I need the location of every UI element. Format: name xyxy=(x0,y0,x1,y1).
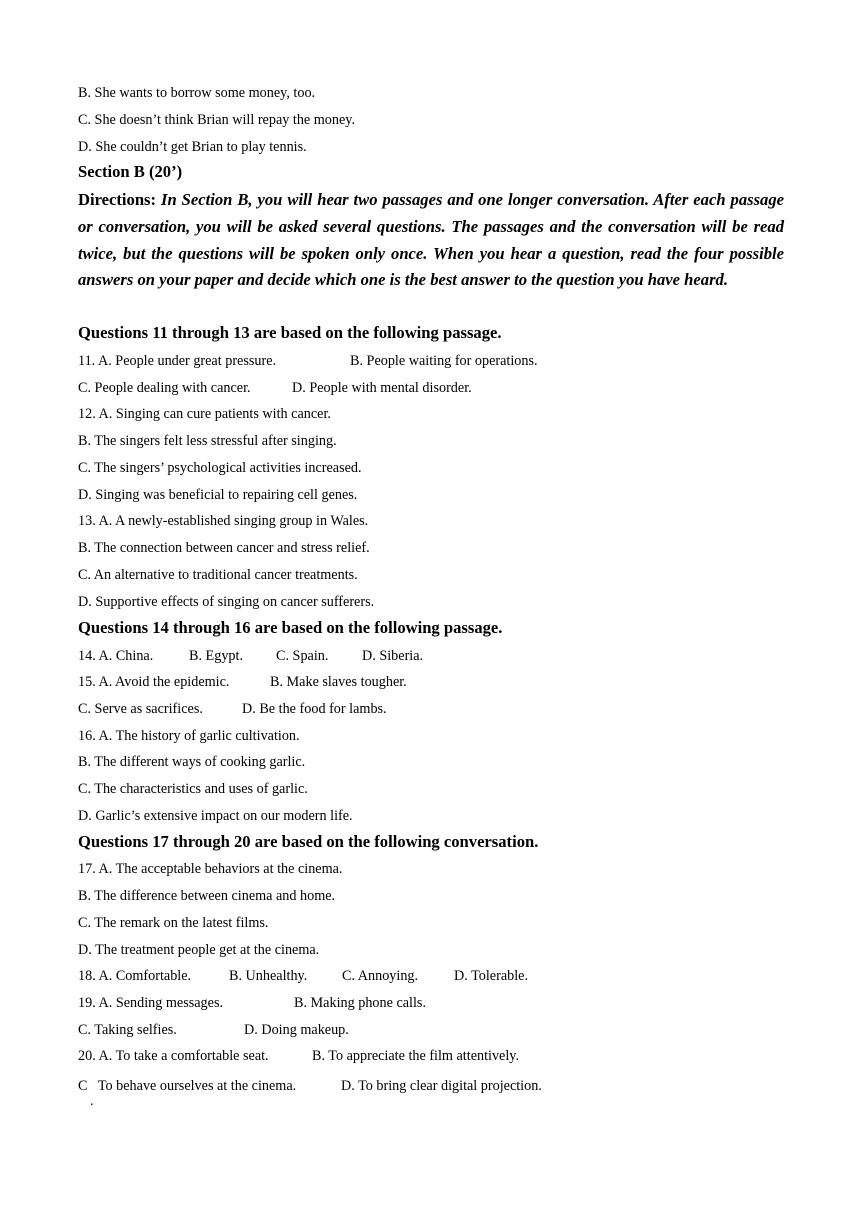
question-11-a: 11. A. People under great pressure. xyxy=(78,353,277,369)
question-19-a: 19. A. Sending messages. xyxy=(78,995,224,1011)
question-18-b: B. Unhealthy. xyxy=(229,968,308,984)
question-20-a: 20. A. To take a comfortable seat. xyxy=(78,1048,269,1064)
question-20-c: C To behave ourselves at the cinema. xyxy=(78,1078,297,1094)
question-11-b: B. People waiting for operations. xyxy=(350,353,538,369)
question-16-c: C. The characteristics and uses of garlic. xyxy=(78,781,308,797)
question-14-a: 14. A. China. xyxy=(78,648,154,664)
question-17-a: 17. A. The acceptable behaviors at the cinema. xyxy=(78,861,343,877)
question-19-d: D. Doing makeup. xyxy=(244,1022,349,1038)
question-11-d: D. People with mental disorder. xyxy=(292,380,472,396)
group2-heading: Questions 14 through 16 are based on the following passage. xyxy=(78,618,503,637)
section-title: Section B (20’) xyxy=(78,162,183,181)
group3-heading: Questions 17 through 20 are based on the following conversation. xyxy=(78,832,539,851)
question-17-c: C. The remark on the latest films. xyxy=(78,915,269,931)
question-12-d: D. Singing was beneficial to repairing cell genes. xyxy=(78,487,358,503)
question-19-c: C. Taking selfies. xyxy=(78,1022,177,1038)
question-16-b: B. The different ways of cooking garlic. xyxy=(78,754,306,770)
question-14-d: D. Siberia. xyxy=(362,648,424,664)
option-c: C. She doesn’t think Brian will repay the money. xyxy=(78,112,356,128)
question-13-b: B. The connection between cancer and stress relief. xyxy=(78,540,370,556)
question-15-d: D. Be the food for lambs. xyxy=(242,701,387,717)
question-20-d: D. To bring clear digital projection. xyxy=(341,1078,542,1094)
question-18-c: C. Annoying. xyxy=(342,968,419,984)
directions xyxy=(78,187,784,294)
question-20-b: B. To appreciate the film attentively. xyxy=(312,1048,520,1064)
question-17-b: B. The difference between cinema and home. xyxy=(78,888,336,904)
question-18-d: D. Tolerable. xyxy=(454,968,528,984)
question-15-c: C. Serve as sacrifices. xyxy=(78,701,203,717)
question-15-b: B. Make slaves tougher. xyxy=(270,674,407,690)
question-13-c: C. An alternative to traditional cancer treatments. xyxy=(78,567,358,583)
question-14-b: B. Egypt. xyxy=(189,648,243,664)
question-15-a: 15. A. Avoid the epidemic. xyxy=(78,674,230,690)
question-16-d: D. Garlic’s extensive impact on our modern life. xyxy=(78,808,353,824)
stray-mark: . xyxy=(90,1094,94,1109)
question-12-c: C. The singers’ psychological activities increased. xyxy=(78,460,362,476)
question-12-b: B. The singers felt less stressful after singing. xyxy=(78,433,337,449)
question-11-c: C. People dealing with cancer. xyxy=(78,380,251,396)
question-13-d: D. Supportive effects of singing on cancer sufferers. xyxy=(78,594,375,610)
directions-label: Directions: xyxy=(78,190,157,209)
question-19-b: B. Making phone calls. xyxy=(294,995,427,1011)
question-13-a: 13. A. A newly-established singing group in Wales. xyxy=(78,513,369,529)
directions-text: In Section B, you will hear two passages and one longer conversation. After each passage or conversation, you will be asked several questions. The passages and the conversation will be read twice, but the questions will be spoken only once. When you hear a question, read the four possible answers on your paper and decide which one is the best answer to the question you have heard. xyxy=(78,190,784,290)
question-12-a: 12. A. Singing can cure patients with cancer. xyxy=(78,406,331,422)
option-d: D. She couldn’t get Brian to play tennis. xyxy=(78,139,307,155)
question-18-a: 18. A. Comfortable. xyxy=(78,968,192,984)
option-b: B. She wants to borrow some money, too. xyxy=(78,85,316,101)
question-14-c: C. Spain. xyxy=(276,648,329,664)
question-16-a: 16. A. The history of garlic cultivation. xyxy=(78,728,300,744)
group1-heading: Questions 11 through 13 are based on the following passage. xyxy=(78,323,502,342)
question-17-d: D. The treatment people get at the cinema. xyxy=(78,942,320,958)
